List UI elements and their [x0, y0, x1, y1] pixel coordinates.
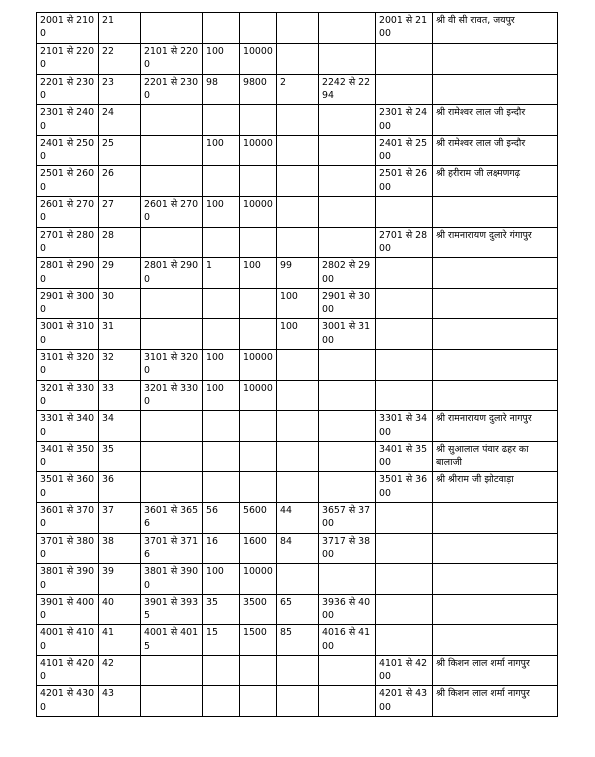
holder-name-cell [433, 319, 558, 350]
transferred-range-cell: 4201 से 4300 [376, 686, 433, 717]
issued-count-cell [203, 13, 240, 44]
issued-count-cell: 100 [203, 380, 240, 411]
share-range-cell: 3601 से 3700 [37, 502, 99, 533]
amount-cell: 1600 [240, 533, 277, 564]
balance-range-cell: 4016 से 4100 [319, 625, 376, 656]
issued-range-cell [141, 411, 203, 442]
issued-count-cell [203, 472, 240, 503]
issued-range-cell: 2101 से 2200 [141, 44, 203, 75]
balance-range-cell: 3001 से 3100 [319, 319, 376, 350]
transferred-range-cell [376, 258, 433, 289]
issued-range-cell [141, 472, 203, 503]
balance-count-cell [277, 655, 319, 686]
serial-number-cell: 21 [99, 13, 141, 44]
issued-range-cell [141, 288, 203, 319]
share-range-cell: 4101 से 4200 [37, 655, 99, 686]
issued-count-cell [203, 655, 240, 686]
balance-count-cell: 2 [277, 74, 319, 105]
issued-count-cell [203, 227, 240, 258]
amount-cell: 10000 [240, 196, 277, 227]
balance-range-cell [319, 227, 376, 258]
amount-cell [240, 441, 277, 472]
transferred-range-cell: 3401 से 3500 [376, 441, 433, 472]
balance-range-cell: 3657 से 3700 [319, 502, 376, 533]
amount-cell: 100 [240, 258, 277, 289]
balance-count-cell [277, 196, 319, 227]
issued-count-cell [203, 166, 240, 197]
holder-name-cell: श्री रामेश्वर लाल जी इन्दौर [433, 105, 558, 136]
transferred-range-cell: 2501 से 2600 [376, 166, 433, 197]
transferred-range-cell: 3501 से 3600 [376, 472, 433, 503]
transferred-range-cell [376, 625, 433, 656]
amount-cell: 10000 [240, 135, 277, 166]
holder-name-cell [433, 74, 558, 105]
holder-name-cell: श्री रामनारायण दुलारे नागपुर [433, 411, 558, 442]
serial-number-cell: 43 [99, 686, 141, 717]
transferred-range-cell [376, 44, 433, 75]
serial-number-cell: 33 [99, 380, 141, 411]
issued-range-cell: 3601 से 3656 [141, 502, 203, 533]
balance-count-cell: 84 [277, 533, 319, 564]
issued-count-cell: 15 [203, 625, 240, 656]
issued-range-cell [141, 166, 203, 197]
holder-name-cell [433, 288, 558, 319]
share-range-cell: 2101 से 2200 [37, 44, 99, 75]
holder-name-cell: श्री हरीराम जी लक्ष्मणगढ़ [433, 166, 558, 197]
issued-range-cell [141, 655, 203, 686]
share-range-cell: 2501 से 2600 [37, 166, 99, 197]
serial-number-cell: 39 [99, 564, 141, 595]
transferred-range-cell: 3301 से 3400 [376, 411, 433, 442]
share-range-cell: 2201 से 2300 [37, 74, 99, 105]
issued-count-cell: 98 [203, 74, 240, 105]
transferred-range-cell: 2701 से 2800 [376, 227, 433, 258]
amount-cell [240, 105, 277, 136]
serial-number-cell: 40 [99, 594, 141, 625]
balance-range-cell [319, 135, 376, 166]
holder-name-cell [433, 196, 558, 227]
share-range-cell: 3101 से 3200 [37, 349, 99, 380]
balance-range-cell [319, 655, 376, 686]
share-range-cell: 3501 से 3600 [37, 472, 99, 503]
balance-count-cell: 100 [277, 288, 319, 319]
serial-number-cell: 22 [99, 44, 141, 75]
table-row [37, 625, 558, 656]
serial-number-cell: 32 [99, 349, 141, 380]
amount-cell: 10000 [240, 380, 277, 411]
serial-number-cell: 41 [99, 625, 141, 656]
amount-cell: 10000 [240, 44, 277, 75]
balance-range-cell [319, 472, 376, 503]
serial-number-cell: 28 [99, 227, 141, 258]
balance-range-cell [319, 564, 376, 595]
amount-cell [240, 655, 277, 686]
issued-range-cell [141, 105, 203, 136]
issued-count-cell [203, 686, 240, 717]
balance-count-cell: 99 [277, 258, 319, 289]
issued-range-cell: 3201 से 3300 [141, 380, 203, 411]
issued-range-cell: 2801 से 2900 [141, 258, 203, 289]
table-row [37, 196, 558, 227]
table-row [37, 13, 558, 44]
transferred-range-cell [376, 502, 433, 533]
balance-range-cell: 3936 से 4000 [319, 594, 376, 625]
issued-count-cell: 1 [203, 258, 240, 289]
issued-range-cell [141, 135, 203, 166]
serial-number-cell: 30 [99, 288, 141, 319]
serial-number-cell: 27 [99, 196, 141, 227]
balance-count-cell [277, 411, 319, 442]
share-range-cell: 2001 से 2100 [37, 13, 99, 44]
share-range-cell: 3301 से 3400 [37, 411, 99, 442]
amount-cell: 10000 [240, 349, 277, 380]
share-range-cell: 2301 से 2400 [37, 105, 99, 136]
transferred-range-cell [376, 288, 433, 319]
balance-count-cell [277, 227, 319, 258]
share-range-cell: 3801 से 3900 [37, 564, 99, 595]
holder-name-cell [433, 533, 558, 564]
table-row [37, 105, 558, 136]
holder-name-cell [433, 594, 558, 625]
table-row [37, 533, 558, 564]
issued-count-cell [203, 319, 240, 350]
balance-range-cell [319, 196, 376, 227]
table-row [37, 319, 558, 350]
transferred-range-cell: 2001 से 2100 [376, 13, 433, 44]
holder-name-cell [433, 625, 558, 656]
balance-count-cell [277, 105, 319, 136]
amount-cell [240, 288, 277, 319]
balance-count-cell [277, 686, 319, 717]
balance-range-cell [319, 441, 376, 472]
transferred-range-cell: 2401 से 2500 [376, 135, 433, 166]
amount-cell: 1500 [240, 625, 277, 656]
table-row [37, 502, 558, 533]
balance-count-cell: 44 [277, 502, 319, 533]
balance-range-cell [319, 105, 376, 136]
serial-number-cell: 35 [99, 441, 141, 472]
balance-count-cell [277, 13, 319, 44]
serial-number-cell: 24 [99, 105, 141, 136]
issued-count-cell: 35 [203, 594, 240, 625]
issued-range-cell [141, 13, 203, 44]
issued-range-cell: 3801 से 3900 [141, 564, 203, 595]
amount-cell: 3500 [240, 594, 277, 625]
holder-name-cell: श्री किशन लाल शर्मा नागपुर [433, 655, 558, 686]
issued-count-cell: 100 [203, 44, 240, 75]
amount-cell [240, 686, 277, 717]
holder-name-cell: श्री रामेश्वर लाल जी इन्दौर [433, 135, 558, 166]
share-range-cell: 3401 से 3500 [37, 441, 99, 472]
holder-name-cell [433, 564, 558, 595]
balance-range-cell: 3717 से 3800 [319, 533, 376, 564]
share-range-cell: 3201 से 3300 [37, 380, 99, 411]
amount-cell: 5600 [240, 502, 277, 533]
share-range-cell: 3901 से 4000 [37, 594, 99, 625]
balance-count-cell: 65 [277, 594, 319, 625]
table-row [37, 411, 558, 442]
table-row [37, 74, 558, 105]
share-range-cell: 3001 से 3100 [37, 319, 99, 350]
issued-count-cell: 100 [203, 564, 240, 595]
issued-range-cell: 2201 से 2300 [141, 74, 203, 105]
issued-range-cell [141, 441, 203, 472]
share-range-cell: 4001 से 4100 [37, 625, 99, 656]
amount-cell [240, 13, 277, 44]
holder-name-cell: श्री श्रीराम जी झोटवाड़ा [433, 472, 558, 503]
amount-cell: 9800 [240, 74, 277, 105]
table-row [37, 564, 558, 595]
holder-name-cell [433, 380, 558, 411]
amount-cell [240, 472, 277, 503]
serial-number-cell: 37 [99, 502, 141, 533]
amount-cell [240, 227, 277, 258]
transferred-range-cell: 4101 से 4200 [376, 655, 433, 686]
issued-count-cell [203, 288, 240, 319]
balance-range-cell: 2242 से 2294 [319, 74, 376, 105]
holder-name-cell: श्री रामनारायण दुलारे गंगापुर [433, 227, 558, 258]
amount-cell [240, 166, 277, 197]
balance-range-cell [319, 686, 376, 717]
issued-range-cell [141, 319, 203, 350]
balance-count-cell: 85 [277, 625, 319, 656]
serial-number-cell: 25 [99, 135, 141, 166]
transferred-range-cell [376, 594, 433, 625]
table-row [37, 655, 558, 686]
holder-name-cell [433, 258, 558, 289]
balance-count-cell: 100 [277, 319, 319, 350]
table-row [37, 594, 558, 625]
holder-name-cell: श्री किशन लाल शर्मा नागपुर [433, 686, 558, 717]
table-row [37, 349, 558, 380]
balance-count-cell [277, 441, 319, 472]
holder-name-cell: श्री वी सी रावत, जयपुर [433, 13, 558, 44]
issued-range-cell: 3101 से 3200 [141, 349, 203, 380]
issued-count-cell [203, 411, 240, 442]
table-row [37, 380, 558, 411]
transferred-range-cell [376, 380, 433, 411]
table-row [37, 44, 558, 75]
serial-number-cell: 42 [99, 655, 141, 686]
serial-number-cell: 26 [99, 166, 141, 197]
transferred-range-cell [376, 319, 433, 350]
holder-name-cell [433, 44, 558, 75]
holder-name-cell: श्री सुआलाल पंवार ढहर का बालाजी [433, 441, 558, 472]
transferred-range-cell: 2301 से 2400 [376, 105, 433, 136]
transferred-range-cell [376, 349, 433, 380]
table-row [37, 258, 558, 289]
balance-range-cell [319, 44, 376, 75]
issued-range-cell: 4001 से 4015 [141, 625, 203, 656]
table-row [37, 166, 558, 197]
issued-range-cell: 2601 से 2700 [141, 196, 203, 227]
issued-range-cell: 3901 से 3935 [141, 594, 203, 625]
balance-range-cell: 2901 से 3000 [319, 288, 376, 319]
transferred-range-cell [376, 564, 433, 595]
balance-count-cell [277, 166, 319, 197]
balance-range-cell: 2802 से 2900 [319, 258, 376, 289]
share-range-cell: 3701 से 3800 [37, 533, 99, 564]
serial-number-cell: 31 [99, 319, 141, 350]
holder-name-cell [433, 502, 558, 533]
amount-cell [240, 411, 277, 442]
issued-count-cell: 56 [203, 502, 240, 533]
issued-count-cell: 100 [203, 196, 240, 227]
issued-range-cell: 3701 से 3716 [141, 533, 203, 564]
serial-number-cell: 34 [99, 411, 141, 442]
balance-range-cell [319, 349, 376, 380]
holder-name-cell [433, 349, 558, 380]
balance-count-cell [277, 135, 319, 166]
share-register-table [36, 12, 558, 717]
share-range-cell: 4201 से 4300 [37, 686, 99, 717]
issued-count-cell [203, 441, 240, 472]
share-range-cell: 2801 से 2900 [37, 258, 99, 289]
table-row [37, 441, 558, 472]
amount-cell: 10000 [240, 564, 277, 595]
balance-count-cell [277, 44, 319, 75]
table-row [37, 288, 558, 319]
balance-range-cell [319, 380, 376, 411]
transferred-range-cell [376, 533, 433, 564]
amount-cell [240, 319, 277, 350]
balance-count-cell [277, 349, 319, 380]
table-body [37, 13, 558, 717]
balance-range-cell [319, 13, 376, 44]
table-row [37, 135, 558, 166]
transferred-range-cell [376, 74, 433, 105]
issued-count-cell [203, 105, 240, 136]
transferred-range-cell [376, 196, 433, 227]
balance-count-cell [277, 380, 319, 411]
share-range-cell: 2401 से 2500 [37, 135, 99, 166]
serial-number-cell: 38 [99, 533, 141, 564]
balance-count-cell [277, 472, 319, 503]
balance-count-cell [277, 564, 319, 595]
issued-range-cell [141, 686, 203, 717]
table-row [37, 472, 558, 503]
balance-range-cell [319, 166, 376, 197]
issued-count-cell: 100 [203, 135, 240, 166]
share-range-cell: 2601 से 2700 [37, 196, 99, 227]
serial-number-cell: 23 [99, 74, 141, 105]
share-range-cell: 2701 से 2800 [37, 227, 99, 258]
serial-number-cell: 36 [99, 472, 141, 503]
issued-range-cell [141, 227, 203, 258]
share-range-cell: 2901 से 3000 [37, 288, 99, 319]
issued-count-cell: 100 [203, 349, 240, 380]
balance-range-cell [319, 411, 376, 442]
table-row [37, 227, 558, 258]
issued-count-cell: 16 [203, 533, 240, 564]
table-row [37, 686, 558, 717]
serial-number-cell: 29 [99, 258, 141, 289]
